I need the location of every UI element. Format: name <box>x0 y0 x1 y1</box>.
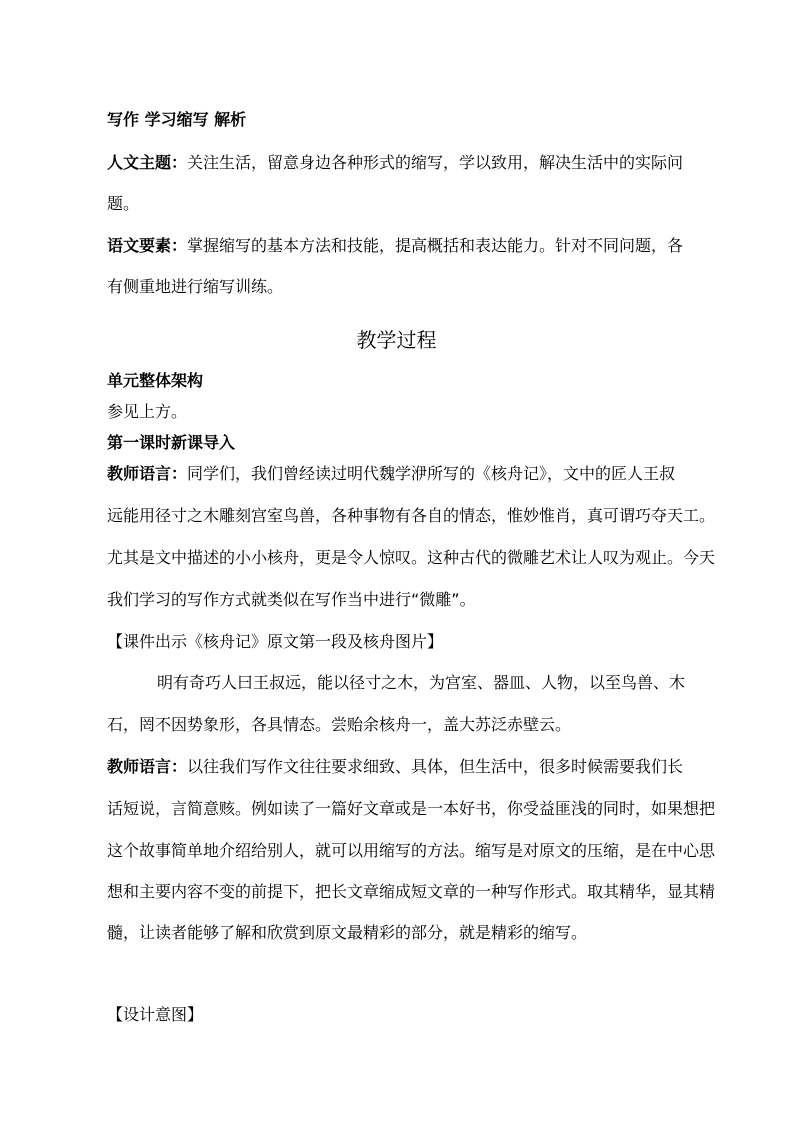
unit-text: 参见上方。 <box>107 402 188 421</box>
teacher2-line-5: 髓，让读者能够了解和欣赏到原文最精彩的部分，就是精彩的缩写。 <box>107 923 588 942</box>
theme-line-1 <box>107 150 683 173</box>
teacher1-line-3: 尤其是文中描述的小小核舟，更是令人惊叹。这种古代的微雕艺术让人叹为观止。今天 <box>107 548 716 567</box>
quote-line-2: 石，罔不因势象形，各具情态。尝贻余核舟一，盖大苏泛赤壁云。 <box>107 715 572 734</box>
teacher1-label: 教师语言： <box>107 464 188 483</box>
teacher2-label: 教师语言： <box>107 757 188 776</box>
teacher2-line-1 <box>107 754 683 777</box>
teacher2-text-1: 以往我们写作文往往要求细致、具体，但生活中，很多时候需要我们长 <box>187 757 684 776</box>
teacher1-line-1 <box>107 461 675 484</box>
quote-line-1: 明有奇巧人曰王叔远，能以径寸之木，为宫室、器皿、人物，以至鸟兽、木 <box>157 673 686 692</box>
section-title: 教学过程 <box>356 328 437 352</box>
elements-line-1 <box>107 233 683 256</box>
elements-line-2: 有侧重地进行缩写训练。 <box>107 277 284 296</box>
elements-text-1: 掌握缩写的基本方法和技能，提高概括和表达能力。针对不同问题，各 <box>187 236 684 255</box>
teacher2-line-4: 想和主要内容不变的前提下，把长文章缩成短文章的一种写作形式。取其精华，显其精 <box>107 882 716 901</box>
teacher1-line-4: 我们学习的写作方式就类似在写作当中进行“微雕”。 <box>107 590 476 609</box>
theme-label: 人文主题： <box>107 153 188 172</box>
design-intent: 【设计意图】 <box>107 1005 204 1024</box>
lesson-heading: 第一课时新课导入 <box>107 433 236 452</box>
document-header: 写作 学习缩写 解析 <box>107 110 247 129</box>
teacher2-line-2: 话短说，言简意赅。例如读了一篇好文章或是一本好书，你受益匪浅的同时，如果想把 <box>107 799 716 818</box>
teacher2-line-3: 这个故事简单地介绍给别人，就可以用缩写的方法。缩写是对原文的压缩，是在中心思 <box>107 841 716 860</box>
theme-line-2: 题。 <box>107 194 140 213</box>
unit-heading: 单元整体架构 <box>107 371 204 390</box>
elements-label: 语文要素： <box>107 236 188 255</box>
courseware-note: 【课件出示《核舟记》原文第一段及核舟图片】 <box>107 632 444 651</box>
teacher1-line-2: 远能用径寸之木雕刻宫室鸟兽，各种事物有各自的情态，惟妙惟肖，真可谓巧夺天工。 <box>107 506 716 525</box>
theme-text-1: 关注生活，留意身边各种形式的缩写，学以致用，解决生活中的实际问 <box>187 153 684 172</box>
teacher1-text-1: 同学们，我们曾经读过明代魏学洢所写的《核舟记》，文中的匠人王叔 <box>187 464 676 483</box>
